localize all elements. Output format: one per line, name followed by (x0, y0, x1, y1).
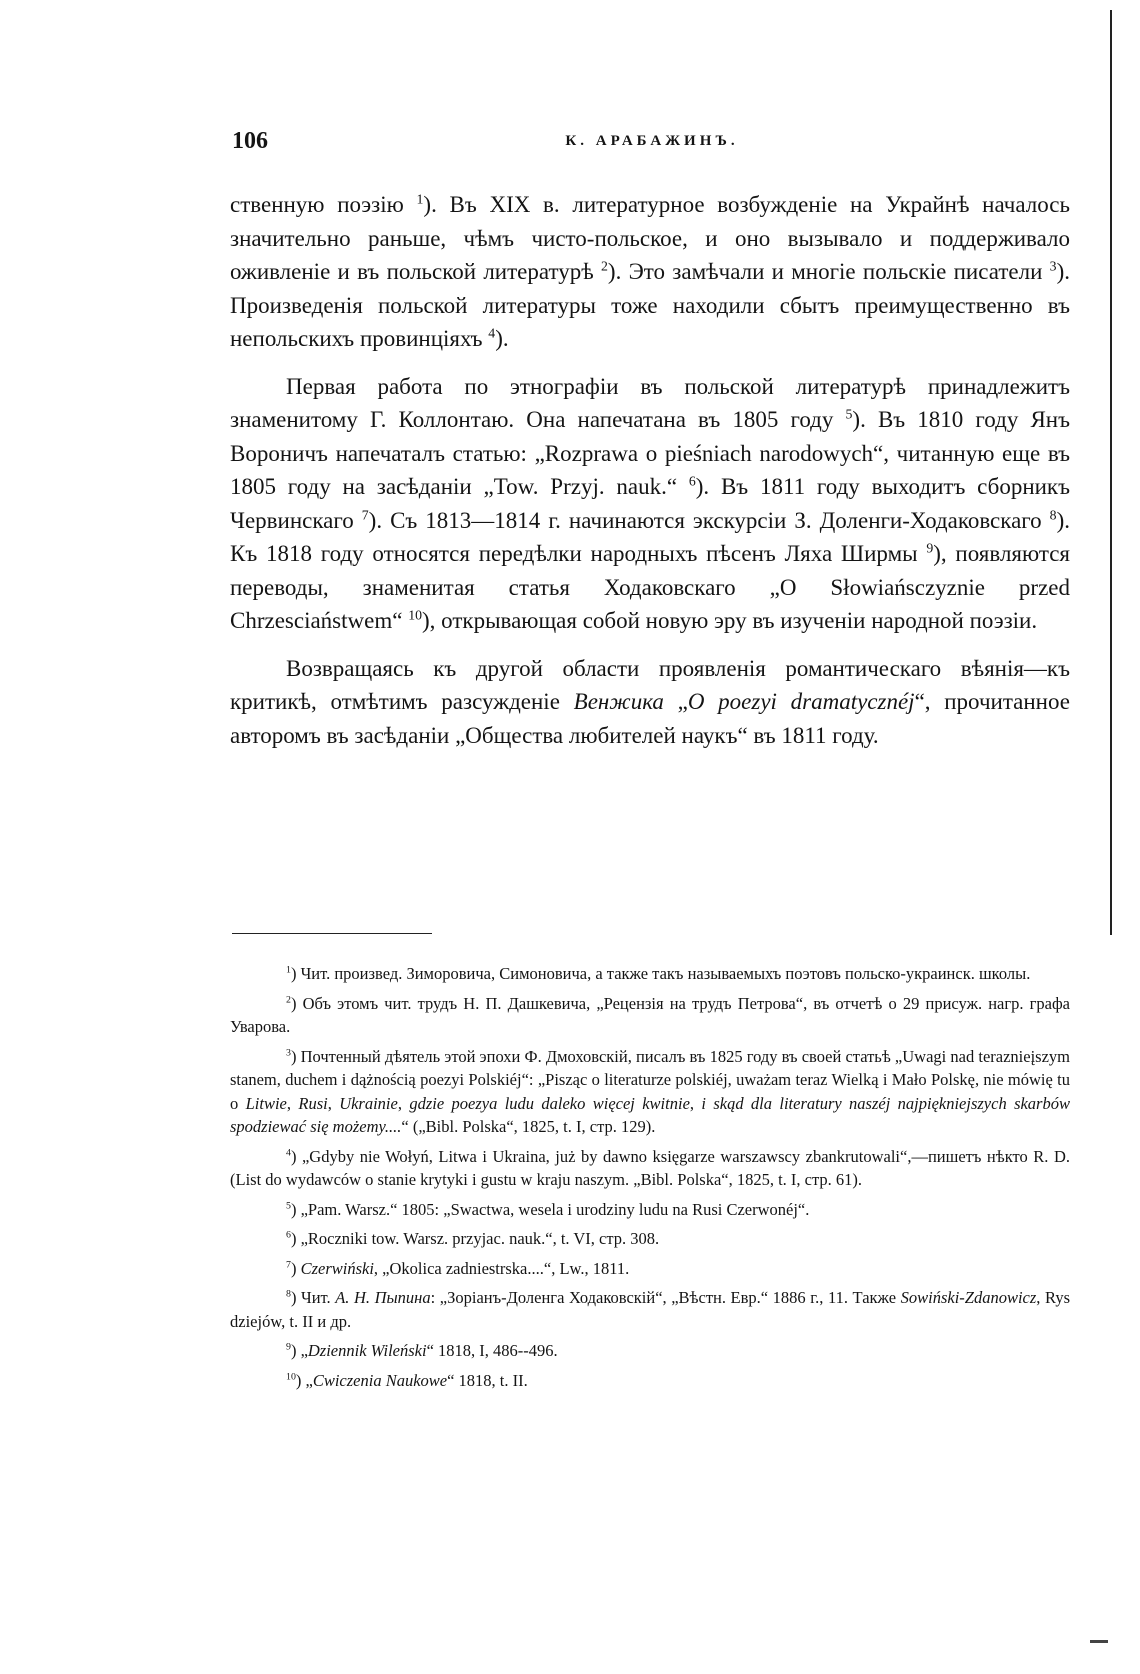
footnote-reference: 3 (1049, 258, 1057, 274)
text-run: ственную поэзію (230, 192, 417, 217)
footnote-marker-paren: ) (290, 1229, 301, 1248)
footnote-marker-paren: ) (290, 964, 301, 983)
footnote-marker: 5 (286, 1200, 291, 1211)
footnote-marker: 2 (286, 994, 291, 1005)
text-run: , Rys dziejów, t. II и др. (230, 1288, 1070, 1331)
text-run: Возвращаясь къ другой области проявленія романтическаго вѣянія—къ критикѣ, отмѣтимъ разсужденіе (230, 655, 1070, 714)
footnote-reference: 5 (845, 406, 853, 422)
body-paragraph (230, 188, 1070, 356)
text-run: „Pam. Warsz.“ 1805: „Swactwa, wesela i urodziny ludu na Rusi Czerwonéj“. (300, 1199, 810, 1219)
footnote-marker-paren: ) (290, 993, 303, 1013)
footnote-reference: 8 (1049, 506, 1057, 522)
text-run: Почтенный дѣятель этой эпохи Ф. Дмоховскій, писалъ въ 1825 году въ своей статьѣ „Uwagi nad teraznieįszym stanem, duchem i dążnością poezyi Polskiéj“: „Pisząc o literaturze polskiéj, uważam teraz Wielką i Mało Polskę, nie mówię tu o (230, 1046, 1070, 1113)
footnote-marker: 9 (286, 1341, 291, 1353)
footnote-marker: 8 (286, 1288, 291, 1300)
italic-text: i skąd dla literatury naszéj najpiękniejszych skarbów spodziewać się możemy.... (230, 1093, 1070, 1136)
text-run: , (397, 1093, 410, 1113)
footnote (230, 1227, 1070, 1251)
text-run: ), открывающая собой новую эру въ изученіи народной поэзіи. (421, 608, 1038, 633)
footnote-marker-paren: ) (295, 1370, 306, 1390)
footnote (230, 962, 1070, 986)
italic-text: Rusi (298, 1093, 328, 1113)
footnote (230, 1286, 1070, 1333)
italic-text: gdzie poezya ludu daleko więcej kwitnie (409, 1093, 690, 1113)
footnote-reference: 1 (416, 191, 424, 207)
text-run: ). Въ 1810 году Янъ Вороничъ напечаталъ статью: „Rozprawa o pieśniach narodowych“, читанную еще въ 1805 году на засѣданіи „Tow. Przyj. nauk.“ (230, 407, 1070, 499)
text-run: “ 1818, I, 486--496. (426, 1341, 558, 1360)
body-paragraph (230, 652, 1070, 753)
footnote-marker-paren: ) (290, 1046, 301, 1066)
footnote-marker: 10 (286, 1371, 296, 1382)
text-run: Объ этомъ чит. трудъ Н. П. Дашкевича, „Рецензія на трудъ Петрова“, въ отчетѣ о 29 присуж. нагр. графа Уварова. (230, 993, 1070, 1036)
footnote-marker-paren: ) (290, 1341, 301, 1360)
text-run: , (286, 1093, 299, 1113)
footnote-reference: 7 (361, 506, 369, 522)
text-run: „Roczniki tow. Warsz. przyjac. nauk.“, t. VI, стр. 308. (300, 1229, 660, 1248)
text-run: Чит. произвед. Зиморовича, Симоновича, а также такъ называемыхъ поэтовъ польско-украинск. школы. (300, 964, 1031, 983)
text-run: ). Это замѣчали и многіе польскіе писатели (607, 259, 1050, 284)
text-run: „ (305, 1370, 313, 1390)
page-header (232, 128, 1072, 158)
footnote-reference: 10 (408, 607, 422, 623)
text-run: : „Зоріанъ-Доленга Ходаковскій“, „Вѣстн. Евр.“ 1886 г., 11. Также (430, 1288, 901, 1307)
italic-text: Венжика (573, 689, 664, 714)
text-run: „ (300, 1341, 308, 1360)
italic-text: А. Н. Пыпина (335, 1288, 431, 1307)
footnote-marker: 4 (286, 1147, 291, 1158)
footnote-marker: 6 (286, 1229, 291, 1241)
footnote-marker: 3 (286, 1047, 291, 1058)
footnote-reference: 4 (488, 325, 496, 341)
footnote (230, 992, 1070, 1039)
footnote-reference: 2 (601, 258, 608, 274)
italic-text: Ukrainie (339, 1093, 398, 1113)
text-run: Чит. (301, 1288, 336, 1307)
text-run: , (689, 1093, 702, 1113)
footnote (230, 1339, 1070, 1363)
footnote-marker-paren: ) (290, 1199, 301, 1219)
footnote (230, 1045, 1070, 1139)
text-run: ). Произведенія польской литературы тоже находили сбытъ преимущественно въ непольскихъ провинціяхъ (230, 259, 1070, 351)
footnote-marker-paren: ) (290, 1258, 301, 1278)
scan-edge-line (1110, 10, 1112, 935)
text-run: , „Okolica zadniestrska....“, Lw., 1811. (373, 1258, 630, 1278)
footnote (230, 1257, 1070, 1281)
page-number: 106 (232, 128, 268, 154)
running-title: К. АРАБАЖИНЪ. (565, 133, 739, 149)
footnote-reference: 9 (926, 540, 934, 556)
text-run: ). Въ XIX в. литературное возбужденіе на Украйнѣ началось значительно раньше, чѣмъ чисто-польское, и оно вызывало и поддерживало оживленіе и въ польской литературѣ (230, 192, 1070, 284)
text-run: ). Въ 1811 году выходитъ сборникъ Червинскаго (230, 474, 1070, 533)
footnote-marker-paren: ) (290, 1146, 302, 1166)
italic-text: Cwiczenia Naukowe (312, 1370, 448, 1390)
italic-text: O poezyi dramatycznéj (687, 689, 915, 714)
footnote-reference: 6 (688, 473, 696, 489)
text-run: , (327, 1093, 340, 1113)
text-run: “, прочитанное авторомъ въ засѣданіи „Общества любителей наукъ“ въ 1811 году. (230, 689, 1070, 748)
text-run: ), появляются переводы, знаменитая статья Ходаковскаго „O Słowiańsczyznie przed Chrzesciaństwem“ (230, 541, 1070, 633)
text-run: Первая работа по этнографіи въ польской литературѣ принадлежитъ знаменитому Г. Коллонтаю. Она напечатана въ 1805 году (230, 373, 1070, 432)
footnote (230, 1198, 1070, 1222)
italic-text: Sowiński-Zdanowicz (900, 1288, 1037, 1307)
text-run: ). Съ 1813—1814 г. начинаются экскурсіи З. Доленги-Ходаковскаго (368, 507, 1050, 533)
footnotes (230, 962, 1070, 1398)
text-run: “ 1818, t. II. (447, 1370, 528, 1390)
text-run: “ („Bibl. Polska“, 1825, t. I, стр. 129). (401, 1117, 656, 1136)
italic-text: Litwie (245, 1093, 287, 1113)
footnote-marker-paren: ) (290, 1288, 301, 1307)
footnote-marker: 7 (286, 1259, 291, 1270)
italic-text: Dziennik Wileński (307, 1341, 427, 1360)
text-run: „ (663, 689, 688, 714)
text-run: „Gdyby nie Wołyń, Litwa i Ukraina, już by dawno księgarze warszawscy zbankrutowali“,—пишетъ нѣкто R. D. (List do wydawców o stanie krytyki i gustu w kraju naszym. „Bibl. Polska“, 1825, t. I, стр. 61). (230, 1146, 1070, 1189)
footnote (230, 1369, 1070, 1393)
footnote-marker: 1 (286, 964, 291, 976)
body-paragraph (230, 370, 1070, 638)
text-run: ). (495, 326, 509, 351)
footnote (230, 1145, 1070, 1192)
text-run: ). Къ 1818 году относятся передѣлки народныхъ пѣсенъ Ляха Ширмы (230, 507, 1070, 566)
italic-text: Czerwiński (300, 1258, 374, 1278)
main-text (230, 188, 1070, 752)
scan-edge-mark (1090, 1640, 1108, 1643)
footnote-separator (232, 933, 432, 934)
